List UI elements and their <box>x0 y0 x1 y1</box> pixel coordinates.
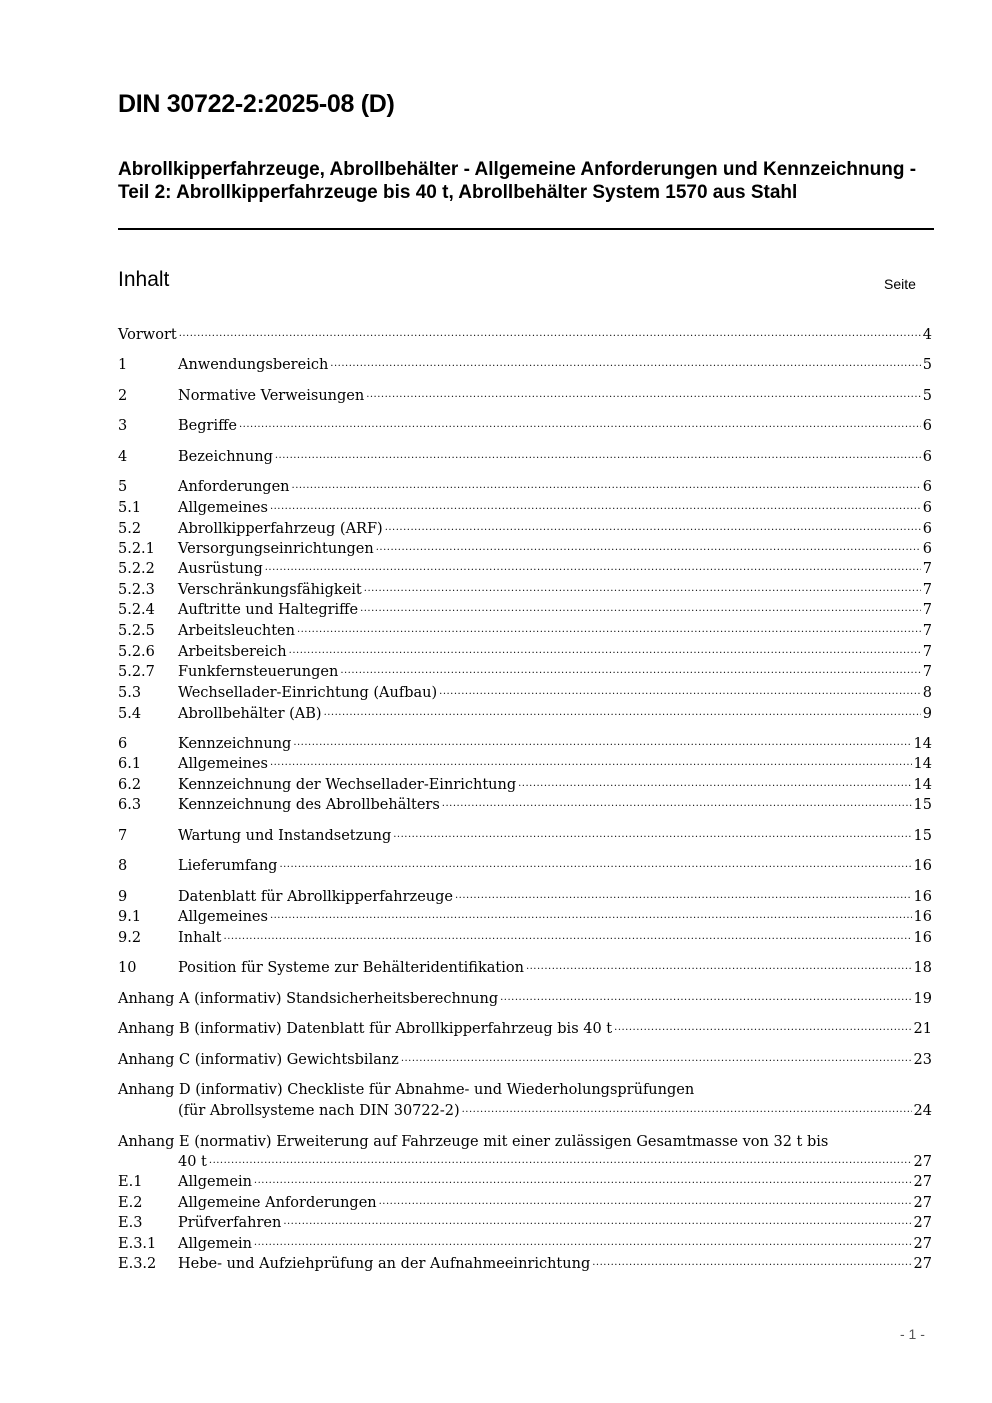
toc-entry-page: 7 <box>922 644 932 660</box>
toc-entry-number: 5.2.2 <box>118 561 155 577</box>
toc-entry-page: 7 <box>922 582 932 598</box>
toc-entry-label: Abrollkipperfahrzeug (ARF) <box>178 521 383 537</box>
toc-entry[interactable] <box>118 1080 932 1100</box>
toc-entry-label: Abrollbehälter (AB) <box>178 706 322 722</box>
toc-entry[interactable] <box>118 1213 932 1233</box>
toc-entry[interactable] <box>118 580 932 600</box>
toc-leader-dots <box>324 703 921 723</box>
toc-entry-page: 7 <box>922 561 932 577</box>
toc-entry-number: 7 <box>118 828 128 844</box>
toc-entry-page: 6 <box>922 500 932 516</box>
toc-entry-label: Anhang D (informativ) Checkliste für Abnahme- und Wiederholungsprüfungen <box>118 1082 695 1098</box>
toc-page-column-label: Seite <box>884 276 916 292</box>
toc-entry-label: Wechsellader-Einrichtung (Aufbau) <box>178 685 438 701</box>
toc-entry[interactable] <box>118 887 932 907</box>
toc-entry[interactable] <box>118 1193 932 1213</box>
toc-entry[interactable] <box>118 989 932 1009</box>
toc-entry[interactable] <box>118 1254 932 1274</box>
toc-entry-label: Verschränkungsfähigkeit <box>178 582 362 598</box>
toc-entry-page: 6 <box>922 521 932 537</box>
toc-entry-page: 27 <box>913 1195 932 1211</box>
toc-leader-dots <box>265 558 921 578</box>
toc-entry[interactable] <box>118 416 932 436</box>
toc-leader-dots <box>209 1151 912 1171</box>
toc-leader-dots <box>179 324 921 344</box>
toc-leader-dots <box>401 1049 912 1069</box>
toc-entry-label: Allgemein <box>178 1174 252 1190</box>
toc-entry[interactable] <box>118 1172 932 1192</box>
toc-entry-page: 18 <box>913 960 932 976</box>
toc-entry-number: 5.3 <box>118 685 142 701</box>
toc-entry-page: 24 <box>913 1103 932 1119</box>
toc-entry[interactable] <box>118 1050 932 1070</box>
toc-entry[interactable] <box>118 826 932 846</box>
toc-entry-page: 8 <box>922 685 932 701</box>
toc-entry-label: Anhang B (informativ) Datenblatt für Abrollkipperfahrzeug bis 40 t <box>118 1021 613 1037</box>
toc-entry-label: Allgemein <box>178 1236 252 1252</box>
page-number: - 1 - <box>900 1326 925 1342</box>
toc-entry-number: 5.2.4 <box>118 602 155 618</box>
toc-entry-number: 6.3 <box>118 797 142 813</box>
toc-entry-number: 5.2.5 <box>118 623 155 639</box>
toc-entry[interactable] <box>118 559 932 579</box>
toc-entry-label: Kennzeichnung der Wechsellader-Einrichtung <box>178 777 517 793</box>
toc-entry[interactable] <box>118 704 932 724</box>
toc-entry-page: 27 <box>913 1215 932 1231</box>
toc-entry[interactable] <box>118 928 932 948</box>
toc-entry-number: 6 <box>118 736 128 752</box>
toc-entry[interactable] <box>118 355 932 375</box>
toc-leader-dots <box>442 794 912 814</box>
toc-leader-dots <box>270 753 912 773</box>
toc-entry-label: Wartung und Instandsetzung <box>178 828 392 844</box>
toc-entry-page: 6 <box>922 479 932 495</box>
toc-entry-number: 6.1 <box>118 756 142 772</box>
toc-leader-dots <box>379 1192 912 1212</box>
toc-entry-number: E.3.1 <box>118 1236 157 1252</box>
toc-entry-page: 7 <box>922 623 932 639</box>
toc-entry-number: E.3.2 <box>118 1256 157 1272</box>
toc-entry-page: 27 <box>913 1256 932 1272</box>
toc-entry-number: 5.2 <box>118 521 142 537</box>
toc-leader-dots <box>340 661 920 681</box>
toc-entry[interactable] <box>118 325 932 345</box>
toc-entry-page: 27 <box>913 1236 932 1252</box>
toc-entry-page: 19 <box>913 991 932 1007</box>
toc-entry[interactable] <box>118 775 932 795</box>
toc-entry-number: 5.1 <box>118 500 142 516</box>
toc-leader-dots <box>270 497 921 517</box>
toc-entry[interactable] <box>118 683 932 703</box>
toc-entry-label: Kennzeichnung <box>178 736 292 752</box>
toc-entry-number: 5.4 <box>118 706 142 722</box>
toc-leader-dots <box>364 579 921 599</box>
toc-entry-label: Datenblatt für Abrollkipperfahrzeuge <box>178 889 453 905</box>
toc-entry-page: 5 <box>922 388 932 404</box>
toc-entry-page: 16 <box>913 930 932 946</box>
toc-leader-dots <box>614 1018 911 1038</box>
toc-entry-label: Arbeitsbereich <box>178 644 287 660</box>
toc-heading: Inhalt <box>118 268 170 291</box>
toc-entry-label: Allgemeines <box>178 500 268 516</box>
toc-entry-page: 15 <box>913 797 932 813</box>
toc-entry-label: Position für Systeme zur Behälteridentifikation <box>178 960 524 976</box>
toc-leader-dots <box>393 825 911 845</box>
toc-entry-page: 16 <box>913 889 932 905</box>
toc-entry-number: 3 <box>118 418 128 434</box>
toc-entry-number: E.3 <box>118 1215 143 1231</box>
toc-entry-label: Hebe- und Aufziehprüfung an der Aufnahmeeinrichtung <box>178 1256 591 1272</box>
toc-entry-number: 9 <box>118 889 128 905</box>
toc-entry-label: Prüfverfahren <box>178 1215 282 1231</box>
toc-leader-dots <box>526 957 912 977</box>
toc-entry[interactable] <box>118 734 932 754</box>
toc-entry[interactable] <box>118 386 932 406</box>
toc-entry[interactable] <box>118 1152 932 1172</box>
toc-leader-dots <box>292 476 921 496</box>
toc-entry-page: 14 <box>913 736 932 752</box>
toc-leader-dots <box>239 415 921 435</box>
toc-leader-dots <box>376 538 921 558</box>
toc-entry-label: Anhang C (informativ) Gewichtsbilanz <box>118 1052 399 1068</box>
toc-entry-page: 4 <box>922 327 932 343</box>
toc-entry-number: 1 <box>118 357 128 373</box>
toc-entry[interactable] <box>118 795 932 815</box>
toc-entry[interactable] <box>118 447 932 467</box>
toc-entry-number: 6.2 <box>118 777 142 793</box>
toc-entry-label: Begriffe <box>178 418 237 434</box>
toc-entry-page: 14 <box>913 756 932 772</box>
toc-entry[interactable] <box>118 958 932 978</box>
toc-leader-dots <box>289 641 921 661</box>
toc-entry-page: 27 <box>913 1154 932 1170</box>
toc-entry-number: E.1 <box>118 1174 143 1190</box>
toc-entry[interactable] <box>118 600 932 620</box>
toc-entry-page: 15 <box>913 828 932 844</box>
toc-entry[interactable] <box>118 1101 932 1121</box>
toc-entry-label: Versorgungseinrichtungen <box>178 541 374 557</box>
toc-entry-page: 27 <box>913 1174 932 1190</box>
toc-entry-page: 6 <box>922 418 932 434</box>
toc-entry-number: 5.2.6 <box>118 644 155 660</box>
toc-entry-page: 16 <box>913 909 932 925</box>
toc-leader-dots <box>224 927 912 947</box>
toc-entry-label: Lieferumfang <box>178 858 278 874</box>
toc-entry-label: Funkfernsteuerungen <box>178 664 339 680</box>
toc-entry-page: 6 <box>922 449 932 465</box>
toc-entry[interactable] <box>118 662 932 682</box>
toc-entry-label: Normative Verweisungen <box>178 388 365 404</box>
toc-leader-dots <box>439 682 921 702</box>
toc-entry-label: Bezeichnung <box>178 449 273 465</box>
toc-entry-label: Anhang E (normativ) Erweiterung auf Fahrzeuge mit einer zulässigen Gesamtmasse von 32 t bis <box>118 1134 829 1150</box>
toc-entry-number: 10 <box>118 960 137 976</box>
toc-leader-dots <box>385 518 921 538</box>
toc-entry-label: Allgemeines <box>178 909 268 925</box>
toc-leader-dots <box>297 620 921 640</box>
toc-entry-page: 21 <box>913 1021 932 1037</box>
toc-entry-label: Allgemeine Anforderungen <box>178 1195 377 1211</box>
toc-entry[interactable] <box>118 519 932 539</box>
toc-leader-dots <box>275 446 921 466</box>
toc-entry-page: 5 <box>922 357 932 373</box>
toc-leader-dots <box>254 1171 912 1191</box>
toc-entry-page: 9 <box>922 706 932 722</box>
toc-entry-number: 9.2 <box>118 930 142 946</box>
toc-entry[interactable] <box>118 642 932 662</box>
toc-entry-number: 2 <box>118 388 128 404</box>
toc-leader-dots <box>592 1253 911 1273</box>
toc-entry[interactable] <box>118 1234 932 1254</box>
toc-entry-label: (für Abrollsysteme nach DIN 30722-2) <box>178 1103 460 1119</box>
toc-leader-dots <box>254 1233 912 1253</box>
toc-entry[interactable] <box>118 621 932 641</box>
toc-entry-page: 7 <box>922 664 932 680</box>
toc-entry-label: Vorwort <box>118 327 177 343</box>
toc-entry-number: 5.2.7 <box>118 664 155 680</box>
toc-leader-dots <box>518 774 911 794</box>
toc-entry-label: Inhalt <box>178 930 222 946</box>
toc-leader-dots <box>293 733 911 753</box>
document-title: Abrollkipperfahrzeuge, Abrollbehälter - Allgemeine Anforderungen und Kennzeichnung - Teil 2: Abrollkipperfahrzeuge bis 40 t, Abrollbehälter System 1570 aus Stahl <box>118 159 917 203</box>
toc-entry-page: 7 <box>922 602 932 618</box>
toc-entry[interactable] <box>118 539 932 559</box>
toc-leader-dots <box>455 886 912 906</box>
toc-entry-label: 40 t <box>178 1154 207 1170</box>
toc-entry[interactable] <box>118 1019 932 1039</box>
toc-leader-dots <box>279 855 911 875</box>
toc-leader-dots <box>330 354 920 374</box>
toc-entry-label: Anhang A (informativ) Standsicherheitsberechnung <box>118 991 499 1007</box>
toc-entry-number: 4 <box>118 449 128 465</box>
toc-entry-label: Auftritte und Haltegriffe <box>178 602 359 618</box>
toc-leader-dots <box>283 1212 911 1232</box>
toc-leader-dots <box>270 906 912 926</box>
toc-entry-page: 6 <box>922 541 932 557</box>
toc-leader-dots <box>360 599 921 619</box>
document-id: DIN 30722-2:2025-08 (D) <box>118 90 395 118</box>
toc-entry[interactable] <box>118 907 932 927</box>
toc-entry-number: 5 <box>118 479 128 495</box>
toc-entry[interactable] <box>118 498 932 518</box>
toc-entry-page: 16 <box>913 858 932 874</box>
toc-entry-label: Anforderungen <box>178 479 290 495</box>
toc-entry-number: E.2 <box>118 1195 143 1211</box>
toc-entry-page: 14 <box>913 777 932 793</box>
toc-entry-number: 8 <box>118 858 128 874</box>
toc-leader-dots <box>462 1100 912 1120</box>
toc-entry[interactable] <box>118 754 932 774</box>
toc-entry-label: Ausrüstung <box>178 561 263 577</box>
toc-entry-number: 5.2.1 <box>118 541 155 557</box>
toc-entry-label: Allgemeines <box>178 756 268 772</box>
toc-entry-label: Arbeitsleuchten <box>178 623 295 639</box>
toc-entry[interactable] <box>118 1132 932 1152</box>
toc-leader-dots <box>500 988 911 1008</box>
toc-leader-dots <box>366 385 921 405</box>
toc-entry[interactable] <box>118 856 932 876</box>
toc-entry-number: 9.1 <box>118 909 142 925</box>
toc-entry-page: 23 <box>913 1052 932 1068</box>
toc-entry[interactable] <box>118 477 932 497</box>
title-divider <box>118 228 934 230</box>
toc-entry-label: Anwendungsbereich <box>178 357 329 373</box>
toc-entry-number: 5.2.3 <box>118 582 155 598</box>
toc-entry-label: Kennzeichnung des Abrollbehälters <box>178 797 440 813</box>
